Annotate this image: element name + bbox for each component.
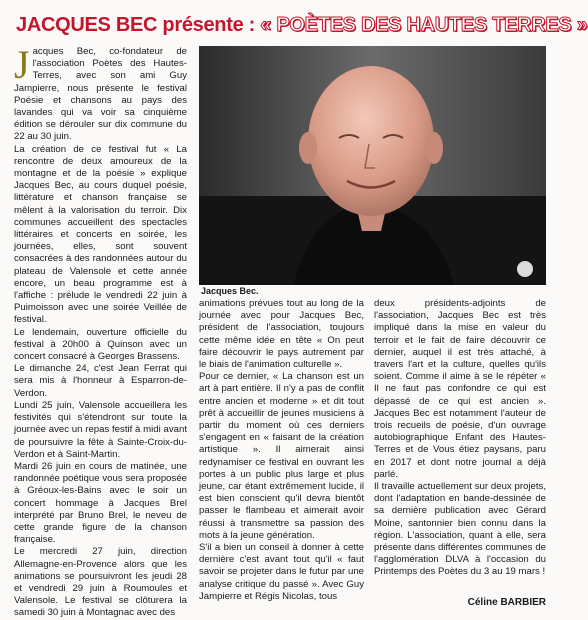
article-column-2 <box>199 298 364 608</box>
headline-name: JACQUES BEC présente : <box>16 14 261 36</box>
headline <box>16 10 588 40</box>
paragraph: Le mercredi 27 juin, direction Allemagne-en-Provence alors que les animations se poursuivront les jeudi 28 et vendredi 29 juin à Roumoules et Valensole. Le festival se clôturera la samedi 30 juin à Montagnac avec des <box>14 546 187 619</box>
paragraph: Jacques Bec, co-fondateur de l'association Poètes des Hautes-Terres, avec son ami Guy Jampierre, nous présente le festival Poésie et chansons au pays des lavandes qui va voir sa cinquième édition se dérouler sur dix commune du 22 au 30 juin. <box>14 42 187 143</box>
paragraph: La création de ce festival fut « La rencontre de deux amoureux de la montagne et de la poésie » explique Jacques Bec, au cours duquel poésie, littérature et chanson française se mêlent à la valorisation du terroir. Dix communes accueillent des spectacles littéraires et concerts en soirée, les journées, elles, sont souvent consacrées à des randonnées autour du plateau de Valensole et cette année encore, un beau programme est à l'affiche : prélude le vendredi 22 juin à Puimoisson avec une soirée Veillée de festival. <box>14 143 187 326</box>
article-column-1 <box>14 42 187 619</box>
paragraph: deux présidents-adjoints de l'association, Jacques Bec est très impliqué dans la mise en valeur du terroir et le fait de faire découvrir ce dernier, auquel il est très attaché, à travers l'art et la culture, quelles qu'ils soient. Comme il aime à se le répéter « Il ne faut pas confondre ce qui est dépassé de ce qui est ancien ». Jacques Bec est notamment l'auteur de trois recueils de poésie, d'un ouvrage autobiographique Enfant des Hautes-Terres et de Vous étiez paysans, paru en 2017 et dont notre journal a déjà parlé. <box>374 298 546 480</box>
paragraph: Le lendemain, ouverture officielle du festival à 20h00 à Quinson avec un concert consacré à Georges Brassens. <box>14 326 187 363</box>
photo-caption: Jacques Bec. <box>201 286 259 296</box>
headline-title: « POÈTES DES HAUTES TERRES » <box>260 14 588 36</box>
paragraph: S'il a bien un conseil à donner à cette dernière c'est avant tout qu'il « faut savoir se projeter dans le futur par une analyse critique du passé ». Avec Guy Jampierre et Régis Nicolas, tous <box>199 542 364 602</box>
portrait-photo <box>199 46 546 285</box>
author-first-name: Céline <box>467 597 498 608</box>
paragraph: Pour ce dernier, « La chanson est un art à part entière. Il n'y a pas de conflit entre ancien et moderne » et dit tout prêt à accueillir de jeunes musiciens à partir du moment où ces derniers s'engagent en « faisant de la création artistique ». Il aimerait ainsi redynamiser ce festival en ouvrant les portes à un public plus large et plus jeune, car étant extrêmement lucide, il est bien conscient qu'il devra bientôt passer le flambeau et aimerait avoir réussi à transmettre sa passion des mots à la jeune génération. <box>199 371 364 541</box>
paragraph: animations prévues tout au long de la journée avec pour Jacques Bec, président de l'association, toujours cette même idée en tête « On peut faire découvrir le pays autrement par le biais de l'animation culturelle ». <box>199 298 364 371</box>
paragraph: Le dimanche 24, c'est Jean Ferrat qui sera mis à l'honneur à Esparron-de-Verdon. <box>14 363 187 399</box>
portrait-photo-image <box>199 46 546 285</box>
article-column-3 <box>374 298 546 608</box>
drop-cap: J <box>14 42 30 87</box>
author-signature <box>468 597 546 609</box>
author-last-name: BARBIER <box>500 597 546 608</box>
paragraph: Mardi 26 juin en cours de matinée, une randonnée poétique vous sera proposée à Gréoux-les-Bains avec le soir un concert hommage à Jacques Brel interprété par Bruno Brel, le neveu de cette grande figure de la chanson française. <box>14 460 187 546</box>
paragraph: Il travaille actuellement sur deux projets, dont l'adaptation en bande-dessinée de sa dernière publication avec Gérard Moine, santonnier bien connu dans la région. L'association, quant à elle, sera présente dans différentes communes de l'agglomération DLVA à l'occasion du Printemps des Poètes du 3 au 19 mars ! <box>374 481 546 578</box>
paragraph: Lundi 25 juin, Valensole accueillera les festivités qui s'étendront sur toute la journée avec un repas festif à midi avant de poursuivre la fête à Sainte-Croix-du-Verdon et à Saint-Martin. <box>14 399 187 460</box>
